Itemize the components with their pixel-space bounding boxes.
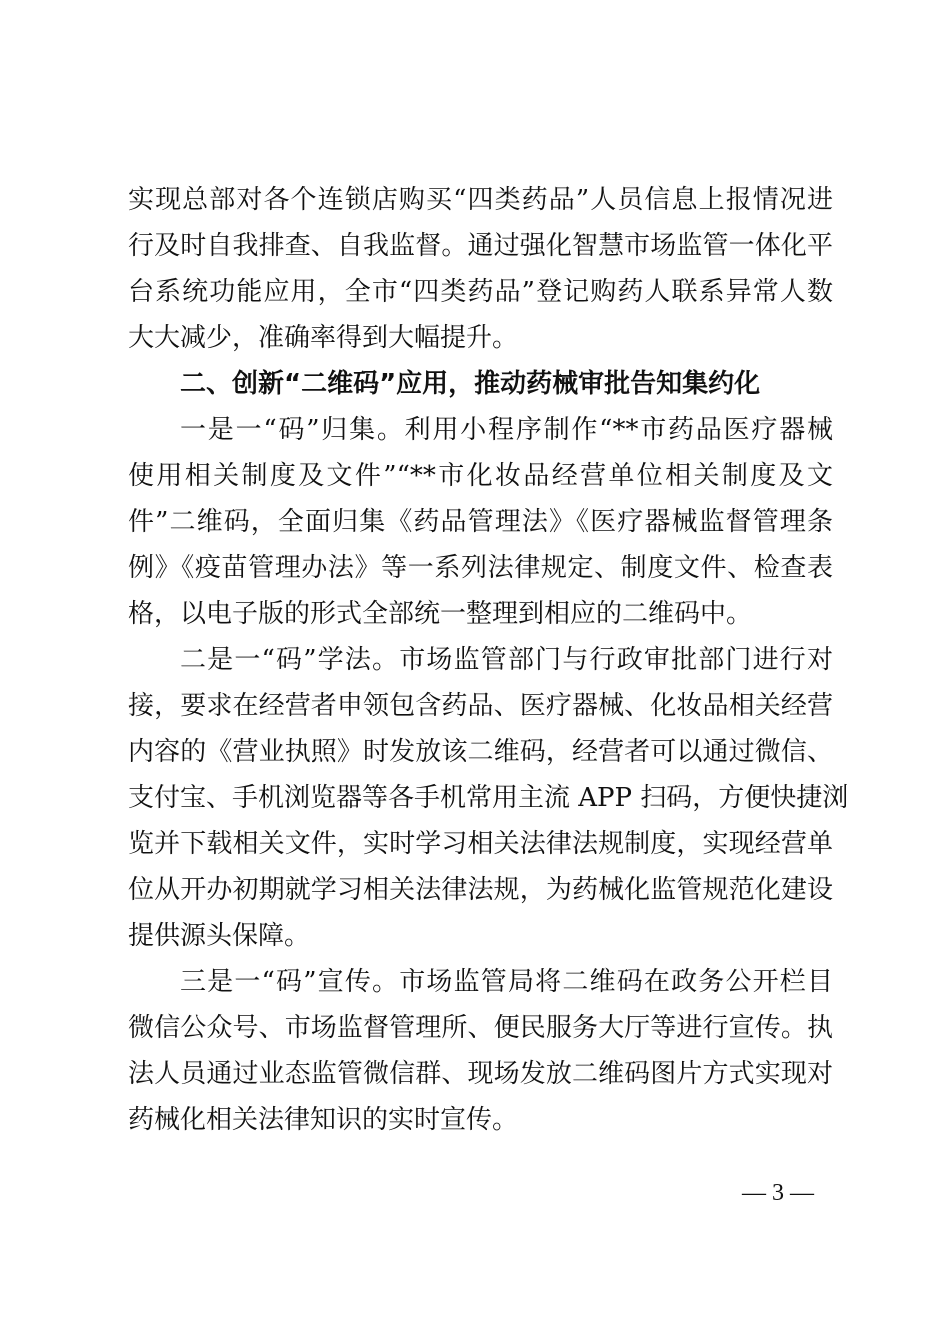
section-heading: 二、创新“二维码”应用，推动药械审批告知集约化 (180, 369, 761, 399)
body-text-line: 例》《疫苗管理办法》等一系列法律规定、制度文件、检查表 (128, 553, 833, 583)
body-text-line: 微信公众号、市场监督管理所、便民服务大厅等进行宣传。执 (128, 1013, 833, 1043)
body-text-line: 位从开办初期就学习相关法律法规，为药械化监管规范化建设 (128, 875, 833, 905)
body-text-line: 法人员通过业态监管微信群、现场发放二维码图片方式实现对 (128, 1059, 833, 1089)
paragraph-first-line: 三是一“码”宣传。市场监管局将二维码在政务公开栏目 (180, 967, 833, 997)
body-text-line: 行及时自我排查、自我监督。通过强化智慧市场监管一体化平 (128, 231, 833, 261)
paragraph-first-line: 一是一“码”归集。利用小程序制作“**市药品医疗器械 (180, 415, 833, 445)
body-text-line: 使用相关制度及文件”“**市化妆品经营单位相关制度及文 (128, 461, 833, 491)
page-number: — 3 — (742, 1180, 814, 1206)
body-text-line: 支付宝、手机浏览器等各手机常用主流 APP 扫码，方便快捷浏 (128, 783, 849, 813)
body-text-line: 件”二维码，全面归集《药品管理法》《医疗器械监督管理条 (128, 507, 833, 537)
body-text-line: 内容的《营业执照》时发放该二维码，经营者可以通过微信、 (128, 737, 833, 767)
body-text-line: 台系统功能应用，全市“四类药品”登记购药人联系异常人数 (128, 277, 833, 307)
paragraph-first-line: 二是一“码”学法。市场监管部门与行政审批部门进行对 (180, 645, 833, 675)
body-text-line: 接，要求在经营者申领包含药品、医疗器械、化妆品相关经营 (128, 691, 833, 721)
body-text-line: 药械化相关法律知识的实时宣传。 (128, 1105, 519, 1135)
body-text-line: 格，以电子版的形式全部统一整理到相应的二维码中。 (128, 599, 753, 629)
body-text-line: 览并下载相关文件，实时学习相关法律法规制度，实现经营单 (128, 829, 833, 859)
body-text-line: 实现总部对各个连锁店购买“四类药品”人员信息上报情况进 (128, 185, 833, 215)
body-text-line: 大大减少，准确率得到大幅提升。 (128, 323, 519, 353)
body-text-line: 提供源头保障。 (128, 921, 311, 951)
